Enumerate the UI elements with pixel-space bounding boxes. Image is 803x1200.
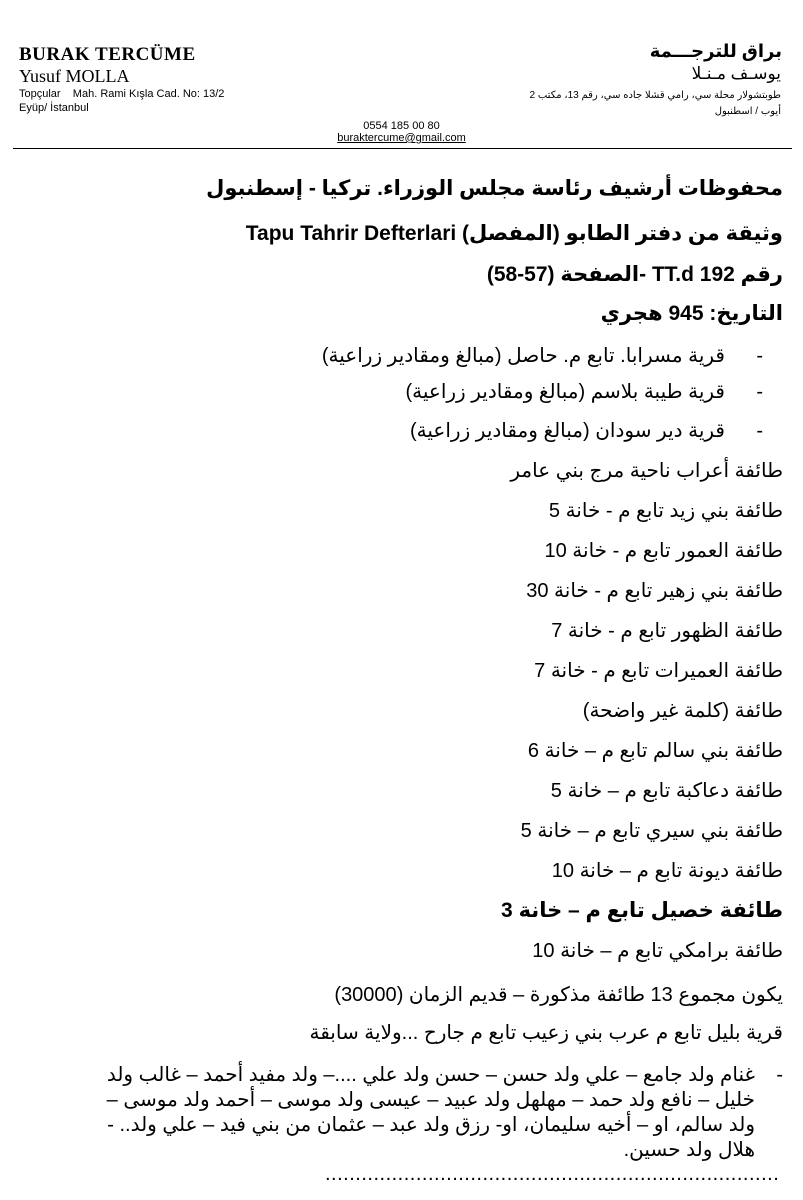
village-entry: قرية دير سودان (مبالغ ومقادير زراعية) (410, 420, 725, 442)
address-arabic-line2: أيوب / اسطنبول (714, 106, 781, 117)
address-arabic-line1: طوبتشولار محلة سي، رامي قشلا جاده سي، رقم 13، مكتب 2 (529, 90, 781, 101)
names-text: غنام ولد جامع – علي ولد حسن – حسن ولد علي ....– ولد مفيد أحمد – غالب ولد خليل – نافع ولد حمد – مهلهل ولد عبيد – عيسى ولد موسى – أحمد ولد موسى – ولد سالم، او – أخيه سليمان، او- رزق ولد عبد – عثمان من بني فيد – علي ولد.. - هلال ولد حسين. (106, 1064, 755, 1161)
village-entry: قرية طيبة بلاسم (مبالغ ومقادير زراعية) (405, 381, 725, 403)
phone-number: 0554 185 00 80 (363, 120, 440, 132)
email-link[interactable]: buraktercume@gmail.com (337, 132, 466, 144)
document-reference: رقم 192 TT.d -الصفحة (57-58) (486, 263, 783, 286)
tribe-entry: طائفة العمور تابع م - خانة 10 (544, 540, 783, 562)
email-container (0, 132, 803, 144)
tribe-entry: طائفة ديونة تابع م – خانة 10 (551, 860, 783, 882)
document-date: التاريخ: 945 هجري (600, 302, 783, 325)
tribe-entry: طائفة بني سيري تابع م – خانة 5 (520, 820, 783, 842)
tribe-entry: طائفة برامكي تابع م – خانة 10 (532, 940, 783, 962)
tribe-entry: طائفة الظهور تابع م - خانة 7 (551, 620, 783, 642)
dotted-line: ........................................................................... (325, 1163, 780, 1185)
village-entry: قرية مسرابا. تابع م. حاصل (مبالغ ومقادير زراعية) (321, 345, 725, 367)
translator-name-arabic: يوسـف مـنـلا (691, 64, 781, 83)
tribes-total: يكون مجموع 13 طائفة مذكورة – قديم الزمان (30000) (334, 984, 783, 1006)
tribe-entry: طائفة دعاكبة تابع م – خانة 5 (550, 780, 783, 802)
address-latin-line1: Topçular Mah. Rami Kışla Cad. No: 13/2 (19, 88, 225, 100)
names-paragraph (100, 1063, 783, 1163)
document-title-archive: محفوظات أرشيف رئاسة مجلس الوزراء. تركيا - إسطنبول (206, 177, 783, 200)
village-description: قرية بليل تابع م عرب بني زعيب تابع م جارح ...ولاية سابقة (309, 1022, 783, 1044)
bullet-dash: - (776, 1064, 783, 1086)
translator-name-latin: Yusuf MOLLA (19, 66, 130, 86)
bullet-dash: - (756, 420, 763, 442)
address-latin-line2: Eyüp/ İstanbul (19, 102, 89, 114)
tribe-entry: طائفة بني زهير تابع م - خانة 30 (526, 580, 783, 602)
tribe-entry-highlighted: طائفة خصيل تابع م – خانة 3 (501, 899, 783, 922)
tribe-entry: طائفة العميرات تابع م - خانة 7 (534, 660, 783, 682)
tribe-entry: طائفة بني سالم تابع م – خانة 6 (527, 740, 783, 762)
document-title-register: وثيقة من دفتر الطابو (المفصل) Tapu Tahrir Defterlari (245, 222, 783, 245)
bullet-dash: - (756, 381, 763, 403)
header-divider (13, 148, 792, 149)
company-name-arabic: براق للترجـــمة (649, 41, 782, 61)
tribe-entry: طائفة بني زيد تابع م - خانة 5 (548, 500, 783, 522)
bullet-dash: - (756, 345, 763, 367)
company-name-latin: BURAK TERCÜME (19, 44, 196, 65)
tribes-heading: طائفة أعراب ناحية مرج بني عامر (510, 460, 783, 482)
tribe-entry: طائفة (كلمة غير واضحة) (582, 700, 783, 722)
